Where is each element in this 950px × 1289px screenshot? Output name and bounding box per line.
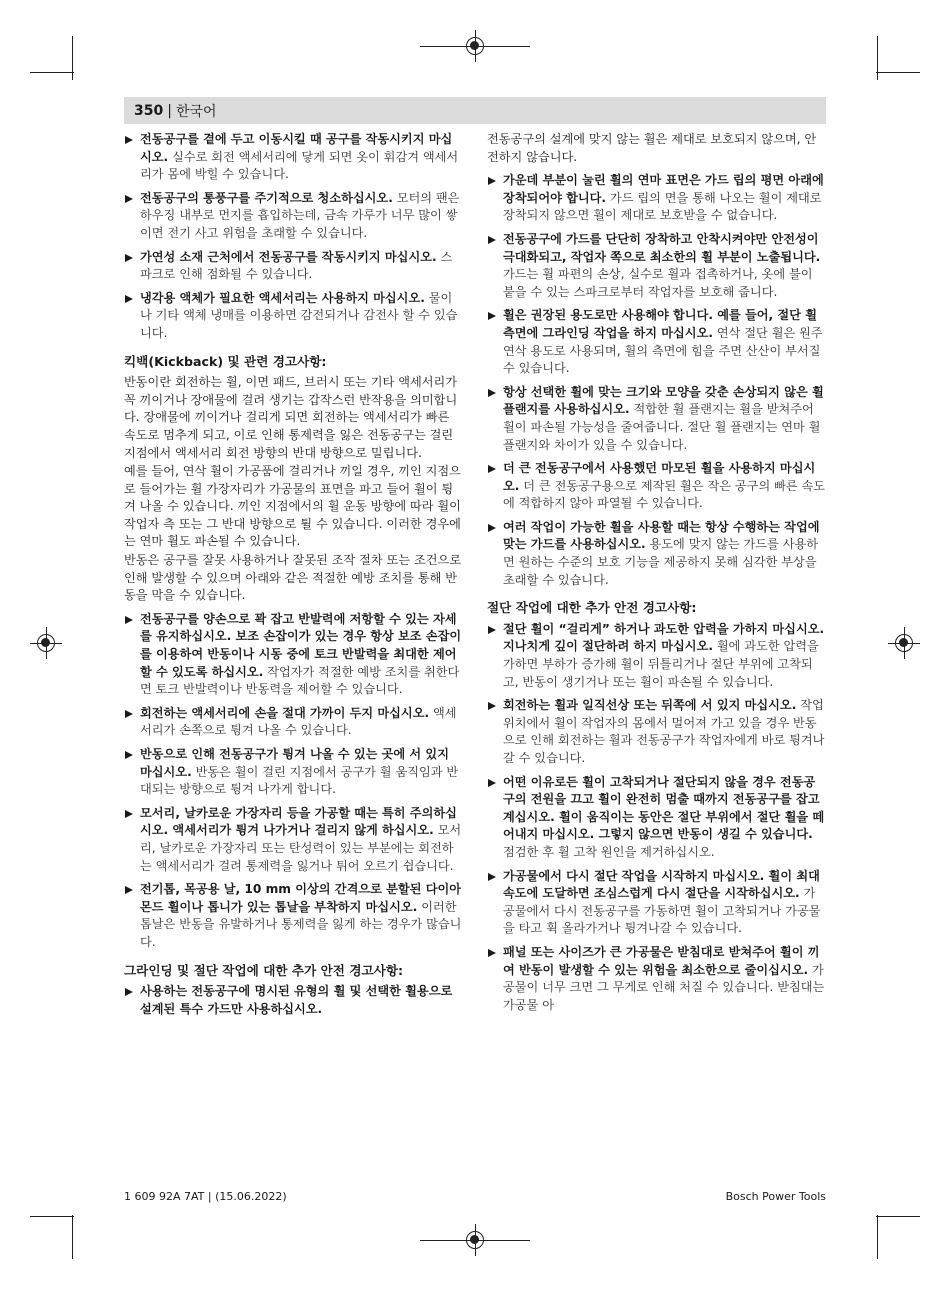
left-items-b [124,611,462,952]
warning-item [124,805,462,875]
continuation-text: 전동공구의 설계에 맞지 않는 휠은 제대로 보호되지 않으며, 안전하지 않습니다. [487,132,817,164]
crop-mark [877,1215,878,1259]
warning-bold-text: 전동공구를 양손으로 꽉 잡고 반발력에 저항할 수 있는 자세를 유지하십시오. 보조 손잡이가 있는 경우 항상 보조 손잡이를 이용하여 반동이나 시동 중에 토크 반발력을 최대한 제어할 수 있도록 하십시오. [140,611,462,679]
warning-normal-text: 가드 립의 면을 통해 나오는 휠이 제대로 장착되지 않으면 휠이 제대로 보호받을 수 없습니다. [503,190,822,223]
cutting-heading: 절단 작업에 대한 추가 안전 경고사항: [487,600,697,616]
body-paragraph: 반동이란 회전하는 휠, 이면 패드, 브러시 또는 기타 액세서리가 꼭 끼이거나 장애물에 걸려 생기는 갑작스런 반작용을 의미합니다. 장애물에 끼이거나 걸리게 되면 회전하는 액세서리가 빠른 속도로 멈추게 되고, 이로 인해 통제력을 잃은 전동공구는 걸린 지점에서 액세서리 회전 방향의 반대 방향으로 밀립니다. [124,375,458,460]
warning-normal-text: 연삭 절단 휠은 원주 연삭 용도로 사용되며, 휠의 측면에 힘을 주면 산산이 부서질 수 있습니다. [503,325,823,376]
right-items-b [487,621,826,1014]
warning-bold-text: 가연성 소재 근처에서 전동공구를 작동시키지 마십시오. [140,249,437,264]
warning-normal-text: 스파크로 인해 점화될 수 있습니다. [140,249,453,282]
warning-normal-text: 가드는 휠 파편의 손상, 실수로 휠과 접촉하거나, 옷에 불이 붙을 수 있는 스파크로부터 작업자를 보호해 줍니다. [503,267,813,299]
warning-normal-text: 액세서리가 손쪽으로 튕겨 나올 수 있습니다. [140,705,457,738]
warning-item [487,621,826,691]
warning-bold-text: 휠은 권장된 용도로만 사용해야 합니다. 예를 들어, 절단 휠 측면에 그라인딩 작업을 하지 마십시오. [503,308,817,340]
warning-item [487,519,826,589]
warning-normal-text: 모터의 팬은 하우징 내부로 먼지를 흡입하는데, 금속 가루가 너무 많이 쌓이면 전기 사고 위험을 초래할 수 있습니다. [140,190,460,240]
warning-normal-text: 용도에 맞지 않는 가드를 사용하면 원하는 수준의 보호 기능을 제공하지 못해 심각한 부상을 초래할 수 있습니다. [503,537,819,587]
warning-item [487,307,826,377]
warning-normal-text: 휠에 과도한 압력을 가하면 부하가 증가해 휠이 뒤틀리거나 절단 부위에 고착되고, 반동이 생기거나 또는 휠이 파손될 수 있습니다. [503,639,819,689]
left-items-c [124,983,462,1018]
registration-mark-icon [466,1231,484,1249]
crop-mark [877,36,878,80]
warning-item [124,190,462,243]
warning-normal-text: 이러한 톱날은 반동을 유발하거나 통제력을 잃게 하는 경우가 많습니다. [140,899,462,949]
warning-normal-text: 가공물에서 다시 전동공구를 가동하면 휠이 고착되거나 가공물을 타고 휙 올라가거나 튕겨나갈 수 있습니다. [503,886,821,936]
grinding-heading: 그라인딩 및 절단 작업에 대한 추가 안전 경고사항: [124,962,404,978]
warning-item [124,705,462,740]
warning-bold-text: 냉각용 액체가 필요한 액세서리는 사용하지 마십시오. [140,290,425,305]
header-language: 한국어 [175,103,217,120]
warning-item [487,774,826,862]
body-paragraph: 예를 들어, 연삭 휠이 가공품에 걸리거나 끼일 경우, 끼인 지점으로 들어가는 휠 가장자리가 가공물의 표면을 파고 들어 휠이 튕겨 나올 수 있습니다. 끼인 지점에서의 휠 운동 방향에 따라 휠이 작업자 측 또는 그 반대 방향으로 튈 수 있습니다. 이러한 경우에는 연마 휠도 파손될 수 있습니다. [124,464,461,549]
warning-item [124,611,462,699]
warning-item [487,460,826,513]
crop-mark [72,36,73,80]
warning-item [487,231,826,301]
footer-brand: Bosch Power Tools [725,1190,826,1203]
page-header [124,97,826,124]
header-separator: | [167,102,172,119]
crop-mark [876,1216,920,1217]
warning-item [124,131,462,184]
warning-bold-text: 전동공구의 통풍구를 주기적으로 청소하십시오. [140,190,393,205]
warning-bold-text: 항상 선택한 휠에 맞는 크기와 모양을 갖춘 손상되지 않은 휠 플랜지를 사용하십시오. [503,384,824,417]
page-number: 350 [134,102,164,119]
warning-item [124,983,462,1018]
crop-mark [72,1215,73,1259]
warning-item [124,746,462,799]
warning-normal-text: 가공물이 너무 크면 그 무게로 인해 처질 수 있습니다. 받침대는 가공물 아 [503,962,825,1012]
doc-code: 1 609 92A 7AT | (15.06.2022) [124,1190,287,1203]
warning-bold-text: 여러 작업이 가능한 휠을 사용할 때는 항상 수행하는 작업에 맞는 가드를 사용하십시오. [503,519,820,552]
warning-normal-text: 반동은 휠이 걸린 지점에서 공구가 휠 움직임과 반대되는 방향으로 튕겨 나가게 합니다. [140,764,459,797]
registration-mark-icon [37,634,55,652]
warning-normal-text: 작업 위치에서 휠이 작업자의 몸에서 멀어져 가고 있을 경우 반동으로 인해 회전하는 휠과 전동공구가 작업자에게 바로 튕겨나갈 수 있습니다. [503,698,825,765]
registration-mark-icon [895,634,913,652]
warning-bold-text: 절단 휠이 “걸리게” 하거나 과도한 압력을 가하지 마십시오. 지나치게 깊이 절단하려 하지 마십시오. [503,621,825,654]
body-paragraph: 반동은 공구를 잘못 사용하거나 잘못된 조작 절차 또는 조건으로 인해 발생할 수 있으며 아래와 같은 적절한 예방 조치를 통해 반동을 막을 수 있습니다. [124,553,462,603]
kickback-heading: 킥백(Kickback) 및 관련 경고사항: [124,353,327,369]
crop-mark [876,72,920,73]
warning-item [124,290,462,343]
warning-normal-text: 물이나 기타 액체 냉매를 이용하면 감전되거나 감전사 할 수 있습니다. [140,290,458,340]
warning-item [487,868,826,938]
warning-bold-text: 사용하는 전동공구에 명시된 유형의 휠 및 선택한 휠용으로 설계된 특수 가드만 사용하십시오. [140,984,453,1016]
warning-normal-text: 적합한 휠 플랜지는 휠을 받쳐주어 휠이 파손될 가능성을 줄여줍니다. 절단 휠 플랜지는 연마 휠 플랜지와 차이가 있을 수 있습니다. [503,402,821,452]
warning-bold-text: 전기톱, 목공용 날, 10 mm 이상의 간격으로 분할된 다이아몬드 휠이나 톱니가 있는 톱날을 부착하지 마십시오. [140,882,462,914]
right-items-a [487,172,826,589]
warning-bold-text: 전동공구에 가드를 단단히 장착하고 안착시켜야만 안전성이 극대화되고, 작업자 쪽으로 최소한의 휠 부분이 노출됩니다. [503,231,821,264]
warning-bold-text: 패널 또는 사이즈가 큰 가공물은 받침대로 받쳐주어 휠이 끼여 반동이 발생할 수 있는 위험을 최소한으로 줄이십시오. [503,944,820,977]
warning-normal-text: 점검한 후 휠 고착 원인을 제거하십시오. [503,844,715,859]
warning-item [487,697,826,767]
warning-item [487,172,826,225]
warning-bold-text: 반동으로 인해 전동공구가 튕겨 나올 수 있는 곳에 서 있지 마십시오. [140,747,449,779]
warning-item [124,881,462,951]
left-column [124,131,462,1024]
warning-normal-text: 실수로 회전 액세서리에 닿게 되면 옷이 휘감겨 액세서리가 몸에 박힐 수 있습니다. [140,149,459,182]
kickback-paragraphs [124,374,462,605]
warning-bold-text: 회전하는 휠과 일직선상 또는 뒤쪽에 서 있지 마십시오. [503,698,797,713]
warning-item [487,384,826,454]
warning-normal-text: 작업자가 적절한 예방 조치를 취한다면 토크 반발력이나 반동력을 제어할 수 있습니다. [140,664,460,697]
warning-bold-text: 어떤 이유로든 휠이 고착되거나 절단되지 않을 경우 전동공구의 전원을 끄고 휠이 완전히 멈출 때까지 전동공구를 잡고 계십시오. 휠이 움직이는 동안은 절단 부위에서 절단 휠을 떼어내지 마십시오. 그렇지 않으면 반동이 생길 수 있습니다. [503,774,825,842]
crop-mark [30,72,74,73]
crop-mark [30,1216,74,1217]
warning-bold-text: 더 큰 전동공구에서 사용했던 마모된 휠을 사용하지 마십시오. [503,461,816,493]
warning-normal-text: 모서리, 날카로운 가장자리 또는 탄성력이 있는 부분에는 회전하는 액세서리가 걸려 통제력을 잃거나 튀어 오르기 쉽습니다. [140,823,462,873]
left-items-a [124,131,462,343]
warning-bold-text: 전동공구를 곁에 두고 이동시킬 때 공구를 작동시키지 마십시오. [140,132,453,164]
warning-item [124,249,462,284]
warning-bold-text: 가운데 부분이 눌린 휠의 연마 표면은 가드 립의 평면 아래에 장착되어야 합니다. [503,173,824,205]
warning-normal-text: 더 큰 전동공구용으로 제작된 휠은 작은 공구의 빠른 속도에 적합하지 않아 파열될 수 있습니다. [503,478,826,511]
warning-bold-text: 모서리, 날카로운 가장자리 등을 가공할 때는 특히 주의하십시오. 액세서리가 튕겨 나가거나 걸리지 않게 하십시오. [140,805,457,838]
registration-mark-icon [466,37,484,55]
warning-bold-text: 가공물에서 다시 절단 작업을 시작하지 마십시오. 휠이 최대 속도에 도달하면 조심스럽게 다시 절단을 시작하십시오. [503,868,820,901]
right-column [487,131,826,1020]
warning-bold-text: 회전하는 액세서리에 손을 절대 가까이 두지 마십시오. [140,705,430,720]
warning-item [487,944,826,1014]
